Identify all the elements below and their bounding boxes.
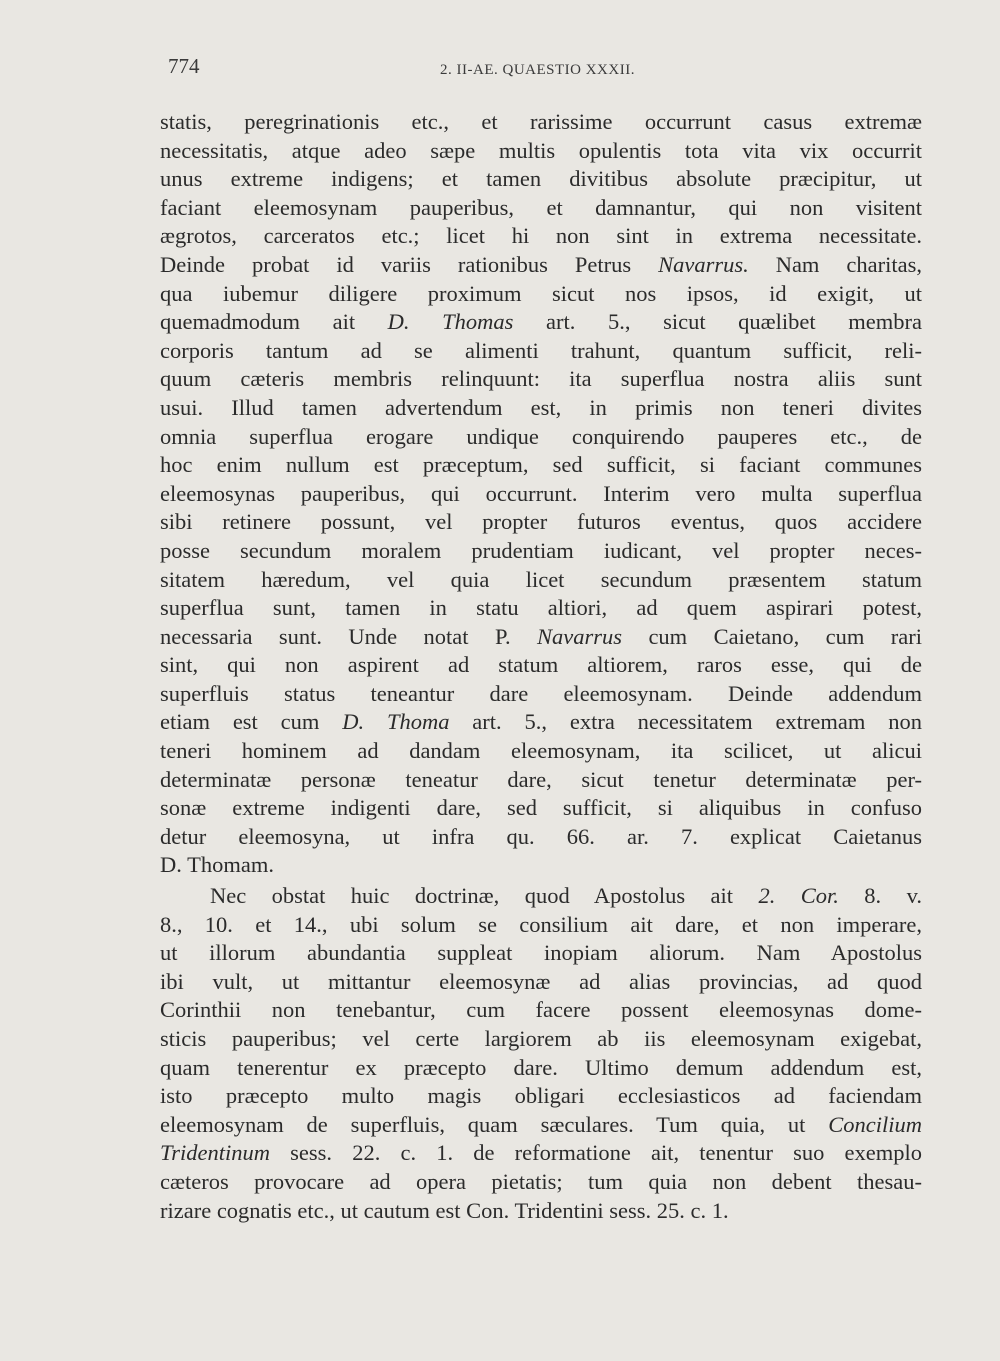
text-segment: necessaria sunt. Unde notat P.	[160, 623, 538, 649]
text-line	[160, 1139, 922, 1168]
text-line	[160, 1111, 922, 1140]
text-line: sonæ extreme indigenti dare, sed sufficit, si aliquibus in confuso	[160, 795, 922, 821]
text-segment: cum Caietano, cum rari	[622, 623, 922, 649]
text-line: corporis tantum ad se alimenti trahunt, quantum sufficit, reli-	[160, 337, 922, 363]
text-line: D. Thomam.	[160, 852, 274, 878]
text-line: detur eleemosyna, ut infra qu. 66. ar. 7. explicat Caietanus	[160, 823, 922, 849]
body-text	[160, 108, 922, 1225]
text-segment: eleemosynam de superfluis, quam sæculares. Tum quia, ut	[160, 1111, 829, 1137]
italic-reference: 2. Cor.	[758, 883, 839, 909]
text-line: 8., 10. et 14., ubi solum se consilium ait dare, et non imperare,	[160, 911, 922, 937]
paragraph-2	[160, 882, 922, 1225]
text-line: superflua sunt, tamen in statu altiori, ad quem aspirari potest,	[160, 595, 922, 621]
text-segment: art. 5., sicut quælibet membra	[513, 309, 922, 335]
italic-reference: Navarrus.	[658, 251, 749, 277]
text-segment: Nec obstat huic doctrinæ, quod Apostolus ait	[210, 883, 759, 909]
text-line: quam tenerentur ex præcepto dare. Ultimo demum addendum est,	[160, 1054, 922, 1080]
text-line: sticis pauperibus; vel certe largiorem ab iis eleemosynam exigebat,	[160, 1026, 922, 1051]
text-line	[160, 251, 922, 280]
text-line	[160, 308, 922, 337]
text-line: omnia superflua erogare undique conquirendo pauperes etc., de	[160, 423, 922, 449]
page-header	[168, 54, 928, 88]
text-line: statis, peregrinationis etc., et rarissime occurrunt casus extremæ	[160, 109, 922, 134]
text-line: hoc enim nullum est præceptum, sed sufficit, si faciant communes	[160, 452, 922, 478]
text-line: ibi vult, ut mittantur eleemosynæ ad alias provincias, ad quod	[160, 968, 922, 994]
text-line: quum cæteris membris relinquunt: ita superflua nostra aliis sunt	[160, 366, 922, 392]
italic-reference: Tridentinum	[160, 1140, 271, 1166]
text-segment: quemadmodum ait	[160, 309, 388, 335]
italic-reference: D. Thoma	[342, 709, 450, 735]
text-line	[160, 708, 922, 737]
text-line: unus extreme indigens; et tamen divitibus absolute præcipitur, ut	[160, 166, 922, 192]
text-segment: art. 5., extra necessitatem extremam non	[449, 709, 922, 735]
text-segment: etiam est cum	[160, 709, 343, 735]
text-line: determinatæ personæ teneatur dare, sicut tenetur determinatæ per-	[160, 766, 922, 792]
text-line: sibi retinere possunt, vel propter futuros eventus, quos accidere	[160, 509, 922, 535]
italic-reference: Concilium	[828, 1111, 922, 1137]
running-head: 2. II-AE. QUAESTIO XXXII.	[440, 62, 635, 78]
italic-reference: D. Thomas	[387, 309, 514, 335]
text-line: faciant eleemosynam pauperibus, et damnantur, qui non visitent	[160, 194, 922, 220]
text-line: rizare cognatis etc., ut cautum est Con. Tridentini sess. 25. c. 1.	[160, 1197, 729, 1223]
text-segment: sess. 22. c. 1. de reformatione ait, tenentur suo exemplo	[270, 1140, 922, 1166]
text-segment: Deinde probat id variis rationibus Petrus	[160, 251, 659, 277]
text-line: qua iubemur diligere proximum sicut nos ipsos, id exigit, ut	[160, 280, 922, 306]
text-line: sitatem hæredum, vel quia licet secundum præsentem statum	[160, 566, 922, 592]
text-line: usui. Illud tamen advertendum est, in primis non teneri divites	[160, 394, 922, 420]
text-line: cæteros provocare ad opera pietatis; tum quia non debent thesau-	[160, 1168, 922, 1194]
text-line: ægrotos, carceratos etc.; licet hi non sint in extrema necessitate.	[160, 223, 922, 249]
text-line	[160, 882, 922, 911]
italic-reference: Navarrus	[537, 623, 623, 649]
text-segment: 8. v.	[838, 883, 922, 909]
paragraph-1	[160, 108, 922, 880]
text-line: posse secundum moralem prudentiam iudicant, vel propter neces-	[160, 537, 922, 563]
text-segment: Nam charitas,	[748, 251, 923, 277]
text-line: necessitatis, atque adeo sæpe multis opulentis tota vita vix occurrit	[160, 137, 922, 163]
text-line: superfluis status teneantur dare eleemosynam. Deinde addendum	[160, 680, 922, 706]
text-line	[160, 623, 922, 652]
page-number: 774	[168, 54, 200, 78]
text-line: sint, qui non aspirent ad statum altiorem, raros esse, qui de	[160, 652, 922, 678]
text-line: isto præcepto multo magis obligari ecclesiasticos ad faciendam	[160, 1083, 922, 1109]
text-line: ut illorum abundantia suppleat inopiam aliorum. Nam Apostolus	[160, 940, 922, 966]
text-line: eleemosynas pauperibus, qui occurrunt. Interim vero multa superflua	[160, 480, 922, 506]
text-line: teneri hominem ad dandam eleemosynam, ita scilicet, ut alicui	[160, 738, 922, 764]
text-line: Corinthii non tenebantur, cum facere possent eleemosynas dome-	[160, 997, 922, 1023]
